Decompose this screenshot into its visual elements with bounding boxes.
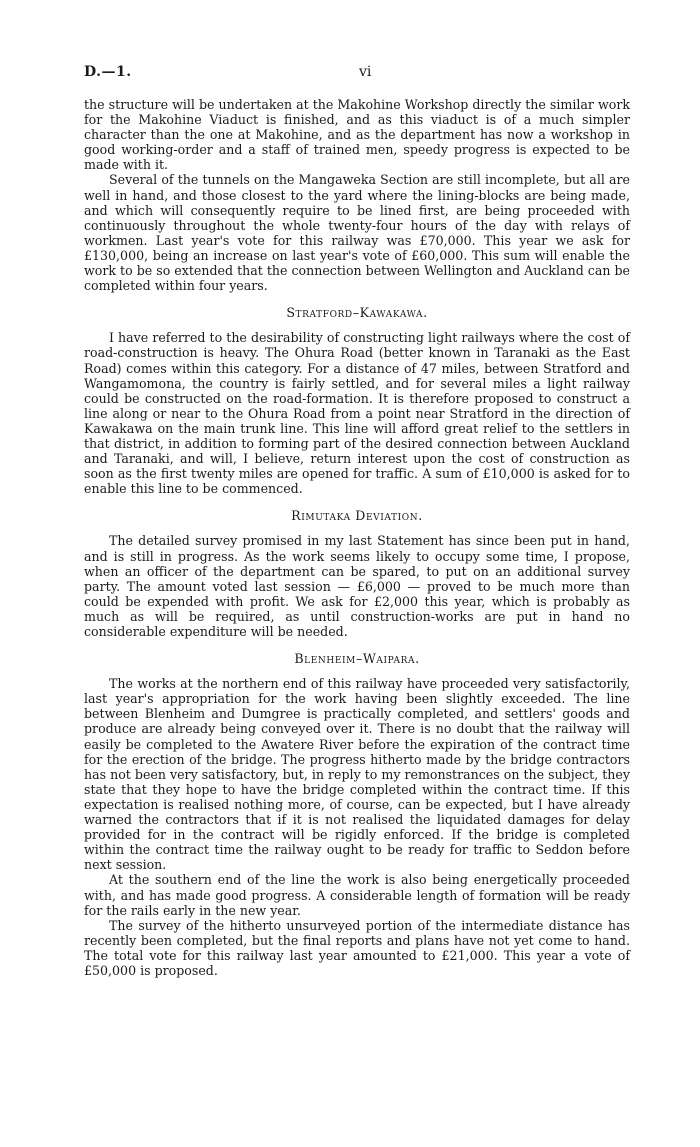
paragraph: The survey of the hitherto unsurveyed portion of the intermediate distance has recently been completed, but the final reports and plans have not yet come to hand. The total vote for this railway last year amounted to £21,000. This year a vote of £50,000 is proposed. [84, 917, 630, 978]
paragraph: At the southern end of the line the work is also being energetically proceeded with, and has made good progress. A considerable length of formation will be ready for the rails early in the new year. [84, 872, 630, 918]
paragraph: The works at the northern end of this railway have proceeded very satisfactorily, last year's appropriation for the work having been slightly exceeded. The line between Blenheim and Dumgree is practically completed, and settlers' goods and produce are already being conveyed over it. There is no doubt that the railway will easily be completed to the Awatere River before the expiration of the contract time for the erection of the bridge. The progress hitherto made by the bridge contractors has not been very satisfactory, but, in reply to my remonstrances on the subject, they state that they hope to have the bridge completed within the contract time. If this expectation is realised nothing more, of course, can be expected, but I have already warned the contractors that if it is not realised the liquidated damages for delay provided for in the contract will be rigidly enforced. If the bridge is completed within the contract time the railway ought to be ready for traffic to Seddon before next session. [84, 676, 630, 873]
section-heading: Blenheim–Waipara. [294, 651, 420, 667]
section-heading: Rimutaka Deviation. [291, 508, 423, 524]
paragraph: the structure will be undertaken at the Makohine Workshop directly the similar work for the Makohine Viaduct is finished, and as this viaduct is of a much simpler character than the one at Makohine, and as the department has now a workshop in good working-order and a staff of trained men, speedy progress is expected to be made with it. [84, 97, 630, 173]
paragraph: Several of the tunnels on the Mangaweka Section are still incomplete, but all are well in hand, and those closest to the yard where the lining-blocks are being made, and which will consequently require to be lined first, are being proceeded with continuously throughout the whole twenty-four hours of the day with relays of workmen. Last year's vote for this railway was £70,000. This year we ask for £130,000, being an increase on last year's vote of £60,000. This sum will enable the work to be so extended that the connection between Wellington and Auckland can be completed within four years. [84, 172, 630, 294]
paragraph: I have referred to the desirability of constructing light railways where the cost of road-construction is heavy. The Ohura Road (better known in Taranaki as the East Road) comes within this category. For a distance of 47 miles, between Stratford and Wangamomona, the country is fairly settled, and for several miles a light railway could be constructed on the road-formation. It is therefore proposed to construct a line along or near to the Ohura Road from a point near Stratford in the direction of Kawakawa on the main trunk line. This line will afford great relief to the settlers in that district, in addition to forming part of the desired connection between Auckland and Taranaki, and will, I believe, return interest upon the cost of construction as soon as the first twenty miles are opened for traffic. A sum of £10,000 is asked for to enable this line to be commenced. [84, 330, 630, 497]
paragraph: The detailed survey promised in my last Statement has since been put in hand, and is still in progress. As the work seems likely to occupy some time, I propose, when an officer of the department can be spared, to put on an additional survey party. The amount voted last session — £6,000 — proved to be much more than could be expended with profit. We ask for £2,000 this year, which is probably as much as will be required, as until construction-works are put in hand no considerable expenditure will be needed. [84, 533, 630, 639]
document-body [84, 97, 630, 978]
page-number: vi [359, 64, 372, 80]
section-heading: Stratford–Kawakawa. [286, 305, 428, 321]
page-header [84, 64, 628, 84]
document-id: D.—1. [84, 64, 132, 80]
